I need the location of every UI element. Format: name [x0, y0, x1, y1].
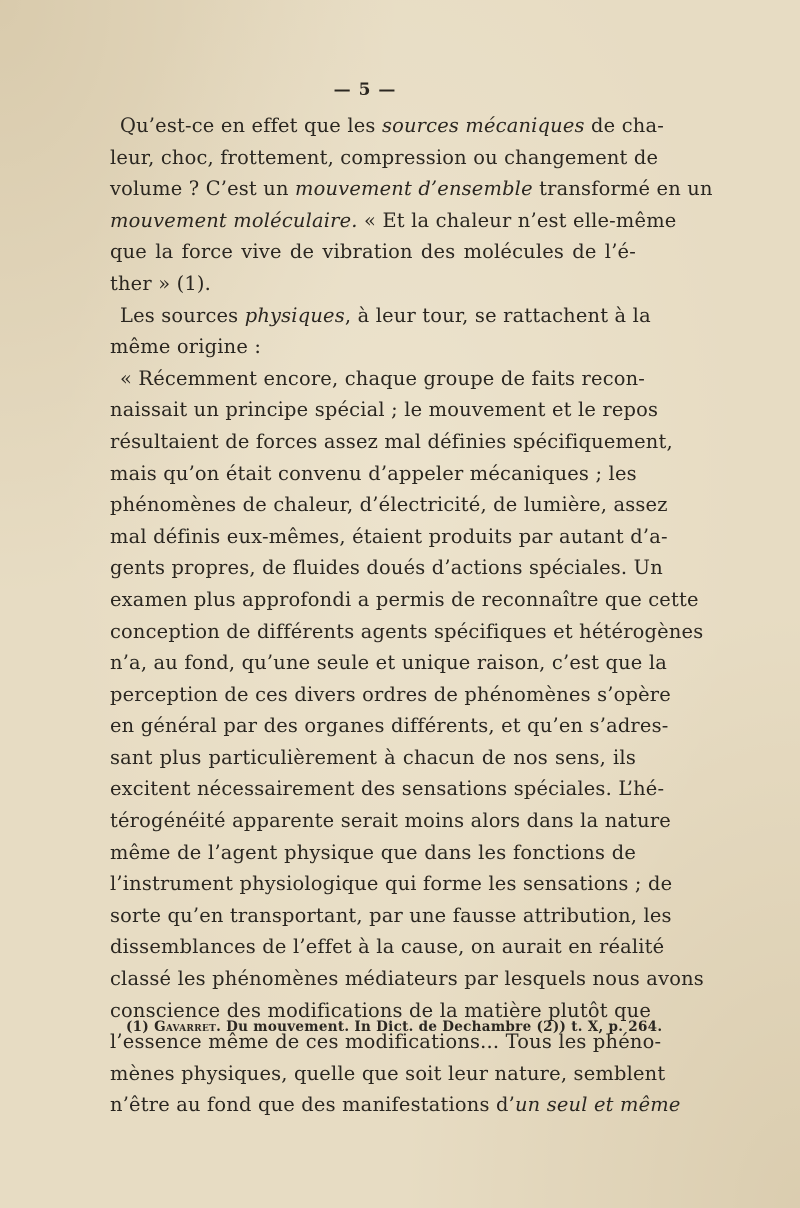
- text-line: [110, 521, 668, 553]
- text-run: dissemblances de l’effet à la cause, on aurait en réalité: [110, 935, 665, 959]
- text-line: [110, 300, 651, 332]
- italic-run: physiques: [244, 303, 345, 327]
- text-run: phénomènes de chaleur, d’électricité, de lumière, assez: [110, 493, 668, 517]
- text-line: [110, 173, 713, 205]
- text-run: « Et la chaleur n’est elle-même: [357, 208, 677, 232]
- text-run: perception de ces divers ordres de phénomènes s’opère: [110, 682, 671, 706]
- text-run: que la force vive de vibration des molécules de l’é-: [110, 240, 636, 264]
- text-run: ther » (1).: [110, 271, 212, 295]
- text-line: [110, 710, 669, 742]
- footnote-author: Gavarret: [154, 1019, 217, 1035]
- text-line: [110, 616, 704, 648]
- text-run: mènes physiques, quelle que soit leur nature, semblent: [110, 1061, 666, 1085]
- text-line: [110, 963, 704, 995]
- text-run: conception de différents agents spécifiques et hétérogènes: [110, 619, 704, 643]
- text-line: [110, 1089, 681, 1121]
- text-line: [110, 1058, 666, 1090]
- text-line: [110, 584, 699, 616]
- text-run: « Récemment encore, chaque groupe de faits recon-: [120, 366, 646, 390]
- text-line: [110, 837, 636, 869]
- text-run: térogénéité apparente serait moins alors dans la nature: [110, 809, 671, 833]
- text-line: [110, 931, 665, 963]
- text-run: même origine :: [110, 335, 262, 359]
- text-run: excitent nécessairement des sensations spéciales. L’hé-: [110, 777, 665, 801]
- italic-run: un seul et même: [514, 1093, 681, 1117]
- page-number: — 5 —: [333, 80, 397, 100]
- text-line: [110, 142, 659, 174]
- italic-run: mouvement d’ensemble: [295, 177, 533, 201]
- text-run: l’essence même de ces modifications... Tous les phéno-: [110, 1030, 662, 1054]
- text-run: classé les phénomènes médiateurs par lesquels nous avons: [110, 967, 704, 991]
- text-run: de cha-: [584, 114, 664, 137]
- text-run: Qu’est-ce en effet que les: [120, 114, 382, 137]
- text-line: [110, 552, 663, 584]
- text-line: [110, 679, 671, 711]
- text-line: [110, 647, 667, 679]
- text-run: même de l’agent physique que dans les fonctions de: [110, 840, 636, 864]
- text-line: [110, 110, 664, 142]
- text-run: résultaient de forces assez mal définies spécifiquement,: [110, 429, 673, 453]
- text-line: [110, 394, 659, 426]
- italic-run: mouvement moléculaire.: [110, 208, 358, 232]
- text-run: sant plus particulièrement à chacun de nos sens, ils: [110, 745, 636, 769]
- text-run: l’instrument physiologique qui forme les sensations ; de: [110, 872, 673, 896]
- text-run: transformé en un: [532, 177, 713, 201]
- text-line: [110, 868, 673, 900]
- text-line: [110, 236, 636, 268]
- text-run: volume ? C’est un: [110, 177, 296, 201]
- text-run: leur, choc, frottement, compression ou changement de: [110, 145, 659, 169]
- text-line: [110, 205, 677, 237]
- footnote-marker: (1): [126, 1019, 155, 1035]
- text-line: [110, 458, 636, 490]
- text-run: n’être au fond que des manifestations d’: [110, 1093, 515, 1117]
- text-run: sorte qu’en transportant, par une fausse attribution, les: [110, 903, 672, 927]
- text-line: [110, 805, 671, 837]
- text-line: [110, 426, 673, 458]
- text-run: conscience des modifications de la matière plutôt que: [110, 998, 652, 1022]
- text-line: [110, 331, 636, 363]
- italic-run: sources mécaniques: [381, 114, 585, 137]
- text-run: mais qu’on était convenu d’appeler mécaniques ; les: [110, 461, 637, 485]
- text-run: en général par des organes différents, et qu’en s’adres-: [110, 714, 669, 738]
- text-run: gents propres, de fluides doués d’actions spéciales. Un: [110, 556, 663, 580]
- footnote: [126, 1019, 662, 1035]
- footnote-text: . Du mouvement. In Dict. de Dechambre (2)) t. X, p. 264.: [216, 1019, 663, 1035]
- text-run: mal définis eux-mêmes, étaient produits par autant d’a-: [110, 524, 668, 548]
- text-line: [110, 773, 665, 805]
- text-line: [110, 742, 636, 774]
- body-text: [110, 110, 713, 1121]
- text-line: [110, 489, 668, 521]
- text-run: naissait un principe spécial ; le mouvement et le repos: [110, 398, 659, 422]
- text-line: [110, 363, 646, 395]
- text-line: [110, 900, 672, 932]
- text-line: [110, 268, 636, 300]
- text-run: Les sources: [120, 303, 245, 327]
- text-run: examen plus approfondi a permis de reconnaître que cette: [110, 587, 699, 611]
- text-run: , à leur tour, se rattachent à la: [344, 303, 651, 327]
- text-run: n’a, au fond, qu’une seule et unique raison, c’est que la: [110, 651, 667, 675]
